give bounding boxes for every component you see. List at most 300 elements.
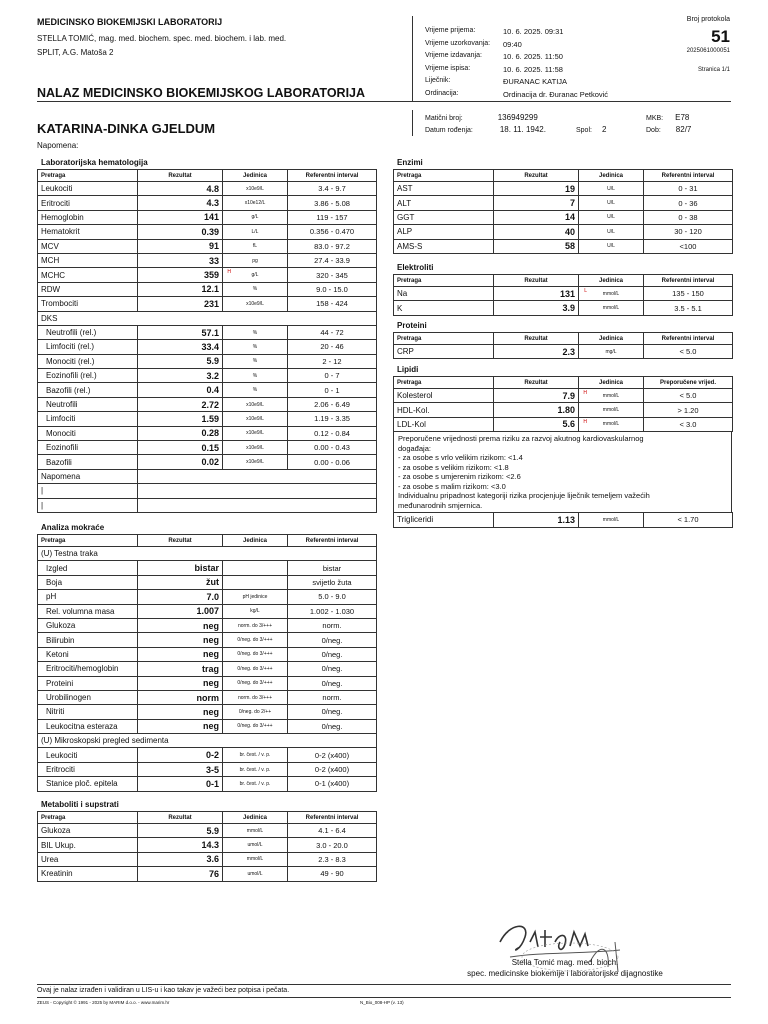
meta-label: Liječnik: [425,77,451,84]
table-header [38,170,377,182]
lipid-risk-note [393,432,732,513]
note-line: - za osobe s umjerenim rizikom: <2.6 [398,472,521,482]
test-name: Urea [38,852,138,866]
test-result: bistar [138,561,223,575]
test-unit: fL [223,239,288,253]
test-result: neg [138,719,223,733]
test-name: ALP [394,225,494,239]
section-title: Analiza mokraće [41,523,105,532]
results-table [37,534,377,792]
column-header: Pretraga [38,535,138,547]
test-reference: < 5.0 [644,345,733,359]
meta-row [425,27,563,36]
footer-copyright: ZEUS - Copyright © 1991 - 2025 by MARIM d.o.o. - www.marim.hr [37,1000,170,1005]
test-result: trag [138,662,223,676]
table-row [38,253,377,267]
table-header [394,377,733,389]
test-reference: 2.06 - 6.49 [288,397,377,411]
test-unit: mmol/L [223,852,288,866]
test-unit: mmol/L [579,301,644,315]
note-label: Napomena [38,469,138,483]
test-name: Kolesterol [394,389,494,403]
test-unit: U/L [579,210,644,224]
metabolites-section [37,799,376,882]
test-unit: x10e9/L [223,412,288,426]
test-unit: umol/L [223,867,288,881]
test-result: 231 [138,297,223,311]
table-row [38,575,377,589]
test-name: GGT [394,210,494,224]
test-result: 33.4 [138,340,223,354]
test-name: Kreatinin [38,867,138,881]
test-unit: pg [223,253,288,267]
test-reference: 9.0 - 15.0 [288,282,377,296]
test-result: norm [138,690,223,704]
table-row [38,852,377,866]
footer-rule-2 [37,997,731,998]
column-header: Referentni interval [644,333,733,345]
results-table [37,169,377,513]
test-name: AST [394,182,494,196]
test-unit: mmol/L [579,417,644,431]
test-unit [223,561,288,575]
test-unit: umol/L [223,838,288,852]
test-reference: 0.356 - 0.470 [288,225,377,239]
test-reference: 3.4 - 9.7 [288,182,377,196]
signature-title: spec. medicinske biokemije i laboratorijske dijagnostike [467,969,663,978]
test-reference: 0-1 (x400) [288,777,377,791]
column-header: Pretraga [394,275,494,287]
table-row [38,590,377,604]
section-title: Elektroliti [397,263,434,272]
test-name: MCHC [38,268,138,282]
note-cell [138,498,377,512]
test-name: MCH [38,253,138,267]
abnormal-flag: H [227,269,231,276]
test-result: 1.59 [138,412,223,426]
column-header: Rezultat [494,275,579,287]
test-result: 0.02 [138,455,223,469]
test-result: 2.72 [138,397,223,411]
patient-sex: Spol: 2 [576,125,607,134]
column-header: Preporučene vrijed. [644,377,733,389]
test-unit: % [223,325,288,339]
test-name: Bazofili [38,455,138,469]
test-result: 2.3 [494,345,579,359]
test-reference: 1.002 - 1.030 [288,604,377,618]
column-header: Referentni interval [288,170,377,182]
header-divider [412,16,413,102]
column-header: Rezultat [138,535,223,547]
test-name: Na [394,287,494,301]
group-row [38,311,377,325]
table-row [38,239,377,253]
test-result: neg [138,633,223,647]
test-name: Monociti (rel.) [38,354,138,368]
section-title: Proteini [397,321,427,330]
test-name: ALT [394,196,494,210]
table-row [38,182,377,196]
section-title: Metaboliti i supstrati [41,800,119,809]
footer-rule [37,984,731,985]
electrolytes-section [393,262,732,316]
test-name: Eritrociti/hemoglobin [38,662,138,676]
test-name: Trombociti [38,297,138,311]
test-reference: <100 [644,239,733,253]
test-unit: % [223,282,288,296]
meta-row [425,52,563,61]
lab-name: MEDICINSKO BIOKEMIJSKI LABORATORIJ [37,17,223,27]
table-row [38,354,377,368]
column-header: Rezultat [138,812,223,824]
test-reference: 0 - 7 [288,369,377,383]
test-result: 3-5 [138,762,223,776]
test-name: Neutrofili (rel.) [38,325,138,339]
table-row [38,397,377,411]
column-header: Pretraga [38,170,138,182]
test-result: 12.1 [138,282,223,296]
test-result: 0-1 [138,777,223,791]
test-reference: 3.5 - 5.1 [644,301,733,315]
table-row [394,301,733,315]
results-table [393,332,733,359]
table-row [38,455,377,469]
table-row [38,824,377,838]
test-name: MCV [38,239,138,253]
test-reference: norm. [288,690,377,704]
page-number: Stranica 1/1 [697,67,730,73]
test-result: žut [138,575,223,589]
table-row [38,210,377,224]
test-result: 19 [494,182,579,196]
test-unit: x10e12/L [223,196,288,210]
group-label: DKS [38,311,377,325]
meta-label: Vrijeme uzorkovanja: [425,39,491,47]
group-label: (U) Testna traka [38,547,377,561]
test-reference: 49 - 90 [288,867,377,881]
test-unit: U/L [579,239,644,253]
table-row [38,268,377,282]
table-row [38,604,377,618]
test-result: 58 [494,239,579,253]
table-row [394,225,733,239]
table-row [38,618,377,632]
test-reference: 3.86 - 5.08 [288,196,377,210]
report-title: NALAZ MEDICINSKO BIOKEMIJSKOG LABORATORIJA [37,86,366,100]
test-result: 131 L [494,287,579,301]
note-row [38,469,377,483]
test-name: Limfociti [38,412,138,426]
test-unit: x10e9/L [223,182,288,196]
protocol-code: 2025061000051 [686,48,730,54]
column-header: Referentni interval [288,535,377,547]
test-name: Eritrociti [38,196,138,210]
table-row [38,325,377,339]
test-unit: br. čest. / v. p. [223,777,288,791]
test-reference: 0/neg. [288,662,377,676]
test-result: 7.0 [138,590,223,604]
test-reference: < 5.0 [644,389,733,403]
test-unit [223,575,288,589]
table-header [394,333,733,345]
table-row [394,239,733,253]
test-result: 1.13 [494,513,579,527]
test-unit: % [223,383,288,397]
test-reference: 0.00 - 0.06 [288,455,377,469]
table-row [38,369,377,383]
table-row [38,705,377,719]
table-row [394,182,733,196]
test-unit: U/L [579,225,644,239]
abnormal-flag: H [583,390,587,396]
test-result: 7 [494,196,579,210]
test-name: Leukociti [38,182,138,196]
test-reference: 2 - 12 [288,354,377,368]
group-row [38,734,377,748]
test-reference: 119 - 157 [288,210,377,224]
table-row [394,513,733,527]
abnormal-flag: L [584,288,587,294]
test-name: Eozinofili (rel.) [38,369,138,383]
column-header: Jedinica [579,275,644,287]
test-reference: 0.12 - 0.84 [288,426,377,440]
test-unit: kg/L [223,604,288,618]
test-result: 141 [138,210,223,224]
meta-label: Vrijeme izdavanja: [425,52,482,59]
table-header [394,170,733,182]
meta-row [425,40,522,49]
test-name: Limfociti (rel.) [38,340,138,354]
test-reference: 320 - 345 [288,268,377,282]
section-title: Laboratorijska hematologija [41,158,148,167]
note-row [38,498,377,512]
results-table [393,169,733,254]
proteins-section [393,320,732,359]
test-name: pH [38,590,138,604]
test-result: 14.3 [138,838,223,852]
patient-name: KATARINA-DINKA GJELDUM [37,121,216,136]
table-row [38,867,377,881]
test-reference: 0/neg. [288,676,377,690]
test-name: Urobilinogen [38,690,138,704]
test-reference: 0-2 (x400) [288,748,377,762]
table-header [394,275,733,287]
table-row [38,777,377,791]
test-result: 3.6 [138,852,223,866]
enzymes-section [393,157,732,254]
test-reference: 30 - 120 [644,225,733,239]
table-row [38,633,377,647]
test-reference: 0/neg. [288,705,377,719]
test-result: 4.8 [138,182,223,196]
test-reference: 83.0 - 97.2 [288,239,377,253]
test-name: CRP [394,345,494,359]
test-name: LDL-Kol [394,417,494,431]
table-row [38,441,377,455]
test-unit: 0/neg. do 3/+++ [223,719,288,733]
table-row [38,297,377,311]
footer-form-code: N_Bio_008-HP (v. 13) [360,1000,404,1005]
test-reference: svijetlo žuta [288,575,377,589]
header-rule [37,101,731,102]
meta-value: 10. 6. 2025. 11:58 [503,64,563,74]
test-reference: 44 - 72 [288,325,377,339]
note-cell [138,484,377,498]
note-label: | [38,484,138,498]
lipids-section [393,364,732,528]
meta-value: 10. 6. 2025. 09:31 [503,27,564,36]
column-header: Pretraga [394,377,494,389]
test-result: 76 [138,867,223,881]
test-unit: x10e9/L [223,455,288,469]
test-reference: 4.1 - 6.4 [288,824,377,838]
table-row [38,561,377,575]
test-result: 14 [494,210,579,224]
test-unit: % [223,340,288,354]
test-unit: 0/neg. do 3/+++ [223,662,288,676]
table-row [38,383,377,397]
column-header: Jedinica [223,535,288,547]
test-name: AMS-S [394,239,494,253]
test-unit: norm. do 3/+++ [223,690,288,704]
test-unit: 0/neg. do 2/++ [223,705,288,719]
test-name: BIL Ukup. [38,838,138,852]
test-name: Hematokrit [38,225,138,239]
table-row [394,389,733,403]
test-result: 7.9 H [494,389,579,403]
note-row [38,484,377,498]
test-name: K [394,301,494,315]
test-reference: 3.0 - 20.0 [288,838,377,852]
hematology-section [37,157,376,513]
test-result: 3.9 [494,301,579,315]
column-header: Rezultat [494,377,579,389]
test-name: Eozinofili [38,441,138,455]
test-name: Nitriti [38,705,138,719]
table-row [38,196,377,210]
note-line: - za osobe s velikim rizikom: <1.8 [398,462,509,472]
note-line: događaja: [398,443,431,453]
test-name: Bazofili (rel.) [38,383,138,397]
test-name: Boja [38,575,138,589]
test-name: Bilirubin [38,633,138,647]
column-header: Jedinica [579,170,644,182]
table-row [394,210,733,224]
test-unit: mmol/L [223,824,288,838]
test-result: 5.9 [138,354,223,368]
test-reference: 0-2 (x400) [288,762,377,776]
test-reference: 158 - 424 [288,297,377,311]
test-name: Proteini [38,676,138,690]
test-unit: g/L [223,268,288,282]
test-reference: 0/neg. [288,633,377,647]
table-row [38,690,377,704]
test-result: 57.1 [138,325,223,339]
table-row [394,403,733,417]
meta-label: Ordinacija: [425,89,459,97]
test-result: 33 [138,253,223,267]
footer-text: Ovaj je nalaz izrađen i validiran u LIS-u i kao takav je važeći bez potpisa i pečata. [37,987,290,994]
note-line: - za osobe s malim rizikom: <3.0 [398,481,506,491]
meta-value: Ordinacija dr. Đuranac Petković [503,89,609,99]
meta-value: ĐURANAC KATIJA [503,77,568,86]
test-result: 3.2 [138,369,223,383]
test-unit: mg/L [579,345,644,359]
test-name: Leukocitna esteraza [38,719,138,733]
test-unit: x10e9/L [223,426,288,440]
test-unit: br. čest. / v. p. [223,748,288,762]
test-result: 0.28 [138,426,223,440]
test-reference: bistar [288,561,377,575]
note-line: Preporučene vrijednosti prema riziku za razvoj akutnog kardiovaskularnog [398,434,644,444]
lab-address: SPLIT, A.G. Matoša 2 [37,48,114,57]
table-row [38,412,377,426]
section-title: Enzimi [397,158,423,167]
column-header: Rezultat [138,170,223,182]
test-name: Izgled [38,561,138,575]
test-unit: L/L [223,225,288,239]
column-header: Referentni interval [644,275,733,287]
test-unit: mmol/L [579,403,644,417]
test-result: 5.6 H [494,417,579,431]
table-header [38,535,377,547]
test-result: 4.3 [138,196,223,210]
test-name: Monociti [38,426,138,440]
note-line: međunarodnih smjernica. [398,500,483,510]
test-reference: 135 - 150 [644,287,733,301]
test-reference: 0/neg. [288,647,377,661]
column-header: Referentni interval [644,170,733,182]
test-reference: 0 - 31 [644,182,733,196]
test-result: 40 [494,225,579,239]
protocol-label: Broj protokola [686,16,730,23]
table-row [38,838,377,852]
patient-mkb: MKB: E78 [646,113,690,122]
table-row [38,426,377,440]
test-reference: 20 - 46 [288,340,377,354]
patient-age: Dob: 82/7 [646,125,692,134]
test-reference: 0 - 38 [644,210,733,224]
meta-row [425,65,563,74]
signature-name: Stella Tomić mag. med. bioch. [511,958,619,967]
note-label: | [38,498,138,512]
test-unit: mmol/L [579,287,644,301]
test-result: neg [138,676,223,690]
test-unit: pH jedinice [223,590,288,604]
table-row [394,287,733,301]
test-unit: U/L [579,182,644,196]
table-header [38,812,377,824]
note-cell [138,469,377,483]
test-name: Glukoza [38,618,138,632]
column-header: Rezultat [494,170,579,182]
test-name: Leukociti [38,748,138,762]
test-name: Eritrociti [38,762,138,776]
test-unit: 0/neg. do 3/+++ [223,676,288,690]
patient-dob: Datum rođenja: 18. 11. 1942. [425,125,546,134]
abnormal-flag: H [583,418,587,425]
column-header: Referentni interval [288,812,377,824]
test-name: HDL-Kol. [394,403,494,417]
test-unit: x10e9/L [223,441,288,455]
column-header: Jedinica [223,170,288,182]
test-name: Neutrofili [38,397,138,411]
column-header: Rezultat [494,333,579,345]
test-unit: U/L [579,196,644,210]
group-row [38,547,377,561]
test-result: 1.007 [138,604,223,618]
test-name: Ketoni [38,647,138,661]
